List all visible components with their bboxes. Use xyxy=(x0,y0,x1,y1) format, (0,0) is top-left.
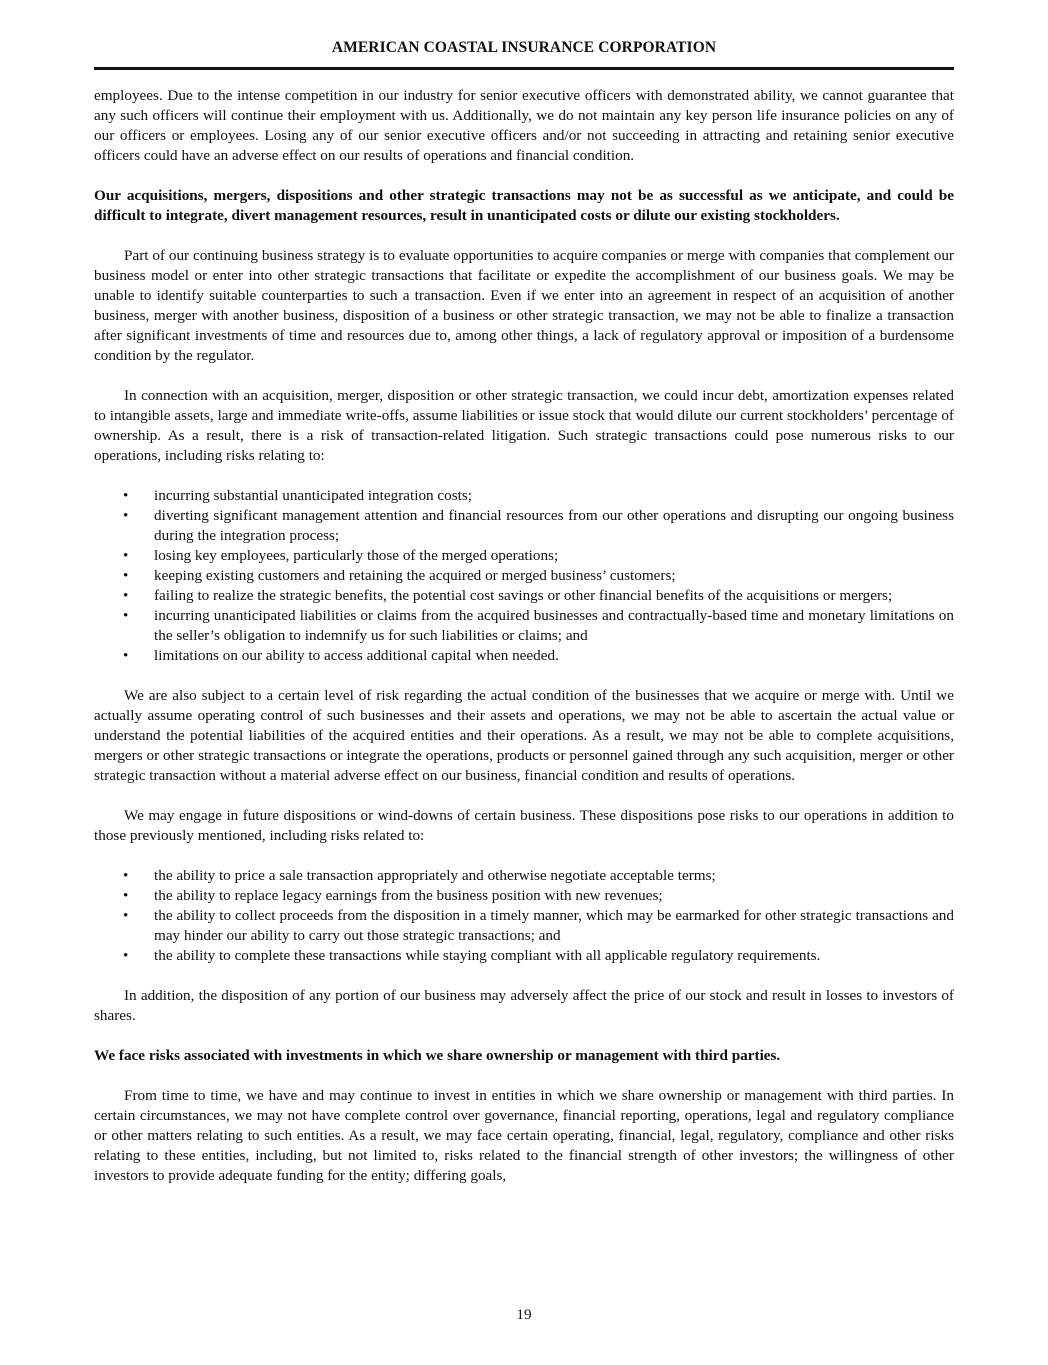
list-item-text: the ability to complete these transactions while staying compliant with all applicable regulatory requirements. xyxy=(154,947,821,964)
list-item-text: the ability to replace legacy earnings from the business position with new revenues; xyxy=(154,887,663,904)
header-divider xyxy=(94,67,954,70)
bullet-icon: • xyxy=(123,547,129,564)
list-item-text: the ability to collect proceeds from the disposition in a timely manner, which may be earmarked for other strategic transactions and may hinder our ability to carry out those strategic transactions; and xyxy=(154,907,954,944)
bullet-icon: • xyxy=(123,867,129,884)
bullet-icon: • xyxy=(123,887,129,904)
paragraph-addition: In addition, the disposition of any portion of our business may adversely affect the price of our stock and result in losses to investors of shares. xyxy=(94,987,954,1024)
list-item-text: losing key employees, particularly those of the merged operations; xyxy=(154,547,559,564)
list-item xyxy=(94,906,954,946)
list-item xyxy=(94,946,954,966)
list-item-text: diverting significant management attention and financial resources from our other operations and disrupting our ongoing business during the integration process; xyxy=(154,507,954,544)
paragraph-connection: In connection with an acquisition, merger, disposition or other strategic transaction, we could incur debt, amortization expenses related to intangible assets, large and immediate write-offs, assume liabilities or issue stock that would dilute our current stockholders’ percentage of ownership. As a result, there is a risk of transaction-related litigation. Such strategic transactions could pose numerous risks to our operations, including risks relating to: xyxy=(94,387,954,464)
disposition-bullet-list xyxy=(94,866,954,966)
list-item-text: failing to realize the strategic benefits, the potential cost savings or other financial benefits of the acquisitions or mergers; xyxy=(154,587,893,604)
paragraph-investments: From time to time, we have and may continue to invest in entities in which we share ownership or management with third parties. In certain circumstances, we may not have complete control over governance, financial reporting, operations, legal and regulatory compliance or other matters relating to such entities. As a result, we may face certain operating, financial, legal, regulatory, compliance and other risks relating to these entities, including, but not limited to, risks related to the financial strength of other investors; the willingness of other investors to provide adequate funding for the entity; differing goals, xyxy=(94,1087,954,1184)
list-item xyxy=(94,866,954,886)
list-item-text: keeping existing customers and retaining the acquired or merged business’ customers; xyxy=(154,567,676,584)
bullet-icon: • xyxy=(123,567,129,584)
paragraph-continued: employees. Due to the intense competition in our industry for senior executive officers with demonstrated ability, we cannot guarantee that any such officers will continue their employment with us. Additionally, we do not maintain any key person life insurance policies on any of our officers or employees. Losing any of our senior executive officers and/or not succeeding in attracting and retaining senior executive officers could have an adverse effect on our results of operations and financial condition. xyxy=(94,87,954,164)
list-item xyxy=(94,646,954,666)
section-heading-investments: We face risks associated with investments in which we share ownership or management with third parties. xyxy=(94,1047,781,1064)
list-item xyxy=(94,486,954,506)
paragraph-strategy: Part of our continuing business strategy is to evaluate opportunities to acquire companies or merge with companies that complement our business model or enter into other strategic transactions that facilitate or expedite the accomplishment of our business goals. We may be unable to identify suitable counterparties to such a transaction. Even if we enter into an agreement in respect of an acquisition of another business, merger with another business, disposition of a business or other strategic transaction, we may not be able to finalize a transaction after significant investments of time and resources due to, among other things, a lack of regulatory approval or imposition of a burdensome condition by the regulator. xyxy=(94,247,954,364)
list-item xyxy=(94,546,954,566)
list-item xyxy=(94,586,954,606)
list-item xyxy=(94,566,954,586)
bullet-icon: • xyxy=(123,947,129,964)
bullet-icon: • xyxy=(123,647,129,664)
page-number: 19 xyxy=(516,1306,532,1323)
bullet-icon: • xyxy=(123,507,129,524)
bullet-icon: • xyxy=(123,487,129,504)
list-item-text: incurring substantial unanticipated integration costs; xyxy=(154,487,473,504)
list-item xyxy=(94,506,954,546)
document-page xyxy=(94,0,954,1186)
section-heading-acquisitions: Our acquisitions, mergers, dispositions and other strategic transactions may not be as successful as we anticipate, and could be difficult to integrate, divert management resources, result in unanticipated costs or dilute our existing stockholders. xyxy=(94,187,954,224)
paragraph-dispositions: We may engage in future dispositions or wind-downs of certain business. These dispositions pose risks to our operations in addition to those previously mentioned, including risks related to: xyxy=(94,807,954,844)
list-item-text: the ability to price a sale transaction appropriately and otherwise negotiate acceptable terms; xyxy=(154,867,716,884)
bullet-icon: • xyxy=(123,587,129,604)
risk-bullet-list xyxy=(94,486,954,666)
list-item xyxy=(94,606,954,646)
bullet-icon: • xyxy=(123,607,129,624)
paragraph-condition: We are also subject to a certain level of risk regarding the actual condition of the businesses that we acquire or merge with. Until we actually assume operating control of such businesses and their assets and operations, we may not be able to ascertain the actual value or understand the potential liabilities of the acquired entities and their operations. As a result, we may not be able to complete acquisitions, mergers or other strategic transactions or integrate the operations, products or personnel gained through any such acquisition, merger or other strategic transaction without a material adverse effect on our business, financial condition and results of operations. xyxy=(94,687,954,784)
page-header-title: AMERICAN COASTAL INSURANCE CORPORATION xyxy=(331,39,717,56)
bullet-icon: • xyxy=(123,907,129,924)
list-item xyxy=(94,886,954,906)
list-item-text: incurring unanticipated liabilities or claims from the acquired businesses and contractually-based time and monetary limitations on the seller’s obligation to indemnify us for such liabilities or claims; and xyxy=(154,607,954,644)
list-item-text: limitations on our ability to access additional capital when needed. xyxy=(154,647,559,664)
